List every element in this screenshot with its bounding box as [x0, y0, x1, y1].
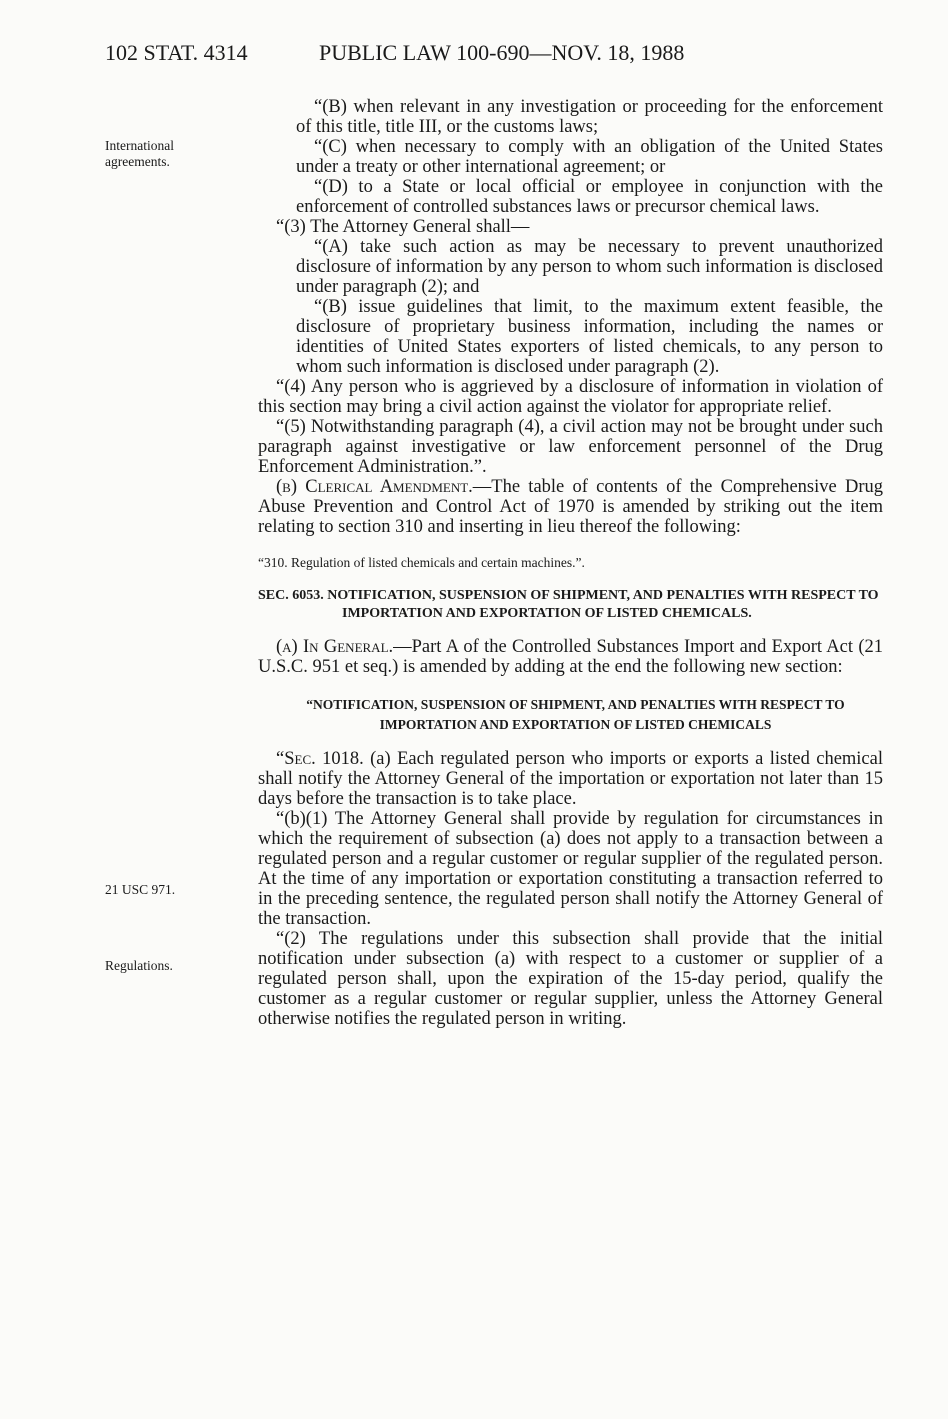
para-3: “(3) The Attorney General shall—: [276, 217, 530, 237]
para-b1: “(b)(1) The Attorney General shall provide by regulation for circumstances in which the requirement of subsection (a) does not apply to a transaction between a regulated person and a regular customer or regular supplier of the regulated person. At the time of any importation or exportation constituting a transaction referred to in the preceding sentence, the regulated person shall notify the Attorney General of the transaction.: [258, 809, 883, 929]
para-2b: “(B) when relevant in any investigation or proceeding for the enforcement of this title, title III, or the customs laws;: [296, 97, 883, 137]
clerical-amendment-label: (b) Clerical Amendment.: [276, 477, 473, 497]
sec-1018-label: “Sec.: [276, 749, 316, 769]
section-heading: [258, 587, 883, 623]
para-3b: “(B) issue guidelines that limit, to the maximum extent feasible, the disclosure of proprietary business information, including the names or identities of United States exporters of listed chemicals, to any person to whom such information is disclosed under paragraph (2).: [296, 297, 883, 377]
sec-1018-a: [258, 749, 883, 809]
main-text: [258, 97, 883, 1029]
clerical-amendment-text: —The table of contents of the Comprehensive Drug Abuse Prevention and Control Act of 1970 is amended by striking out the item relating to section 310 and inserting in lieu thereof the following:: [258, 477, 883, 537]
in-general-text: —Part A of the Controlled Substances Import and Export Act (21 U.S.C. 951 et seq.) is amended by adding at the end the following new section:: [258, 637, 883, 677]
margin-note-usc: 21 USC 971.: [105, 882, 176, 897]
toc-item: “310. Regulation of listed chemicals and certain machines.”.: [258, 555, 585, 570]
para-b2: “(2) The regulations under this subsection shall provide that the initial notification under subsection (a) with respect to a customer or supplier of a regulated person shall, upon the expiration of the 15-day period, qualify the customer as a regular customer or regular supplier, unless the Attorney General otherwise notifies the regulated person in writing.: [258, 929, 883, 1029]
margin-note-regulations: Regulations.: [105, 958, 173, 973]
para-2c: “(C) when necessary to comply with an obligation of the United States under a treaty or other international agreement; or: [296, 137, 883, 177]
sec-1018-text: 1018. (a) Each regulated person who imports or exports a listed chemical shall notify the Attorney General of the importation or exportation not later than 15 days before the transaction is to take place.: [258, 749, 883, 809]
para-3a: “(A) take such action as may be necessary to prevent unauthorized disclosure of information by any person to whom such information is disclosed under paragraph (2); and: [296, 237, 883, 297]
section-number: SEC. 6053.: [258, 588, 324, 603]
margin-note-international: International agreements.: [105, 138, 174, 169]
in-general: [258, 637, 883, 677]
public-law-title: PUBLIC LAW 100-690—NOV. 18, 1988: [319, 40, 685, 65]
clerical-amendment: [258, 477, 883, 537]
para-4: “(4) Any person who is aggrieved by a disclosure of information in violation of this section may bring a civil action against the violator for appropriate relief.: [258, 377, 883, 417]
para-2d: “(D) to a State or local official or employee in conjunction with the enforcement of controlled substances laws or precursor chemical laws.: [296, 177, 883, 217]
section-title: NOTIFICATION, SUSPENSION OF SHIPMENT, AND PENALTIES WITH RESPECT TO IMPORTATION AND EXPORTATION OF LISTED CHEMICALS.: [327, 588, 879, 621]
new-section-heading: “NOTIFICATION, SUSPENSION OF SHIPMENT, AND PENALTIES WITH RESPECT TO IMPORTATION AND EXPORTATION OF LISTED CHEMICALS: [306, 697, 845, 732]
page-header: [0, 40, 948, 80]
statute-page-ref: 102 STAT. 4314: [105, 40, 248, 65]
in-general-label: (a) In General.: [276, 637, 394, 657]
para-5: “(5) Notwithstanding paragraph (4), a civil action may not be brought under such paragraph against investigative or law enforcement personnel of the Drug Enforcement Administration.”.: [258, 417, 883, 477]
